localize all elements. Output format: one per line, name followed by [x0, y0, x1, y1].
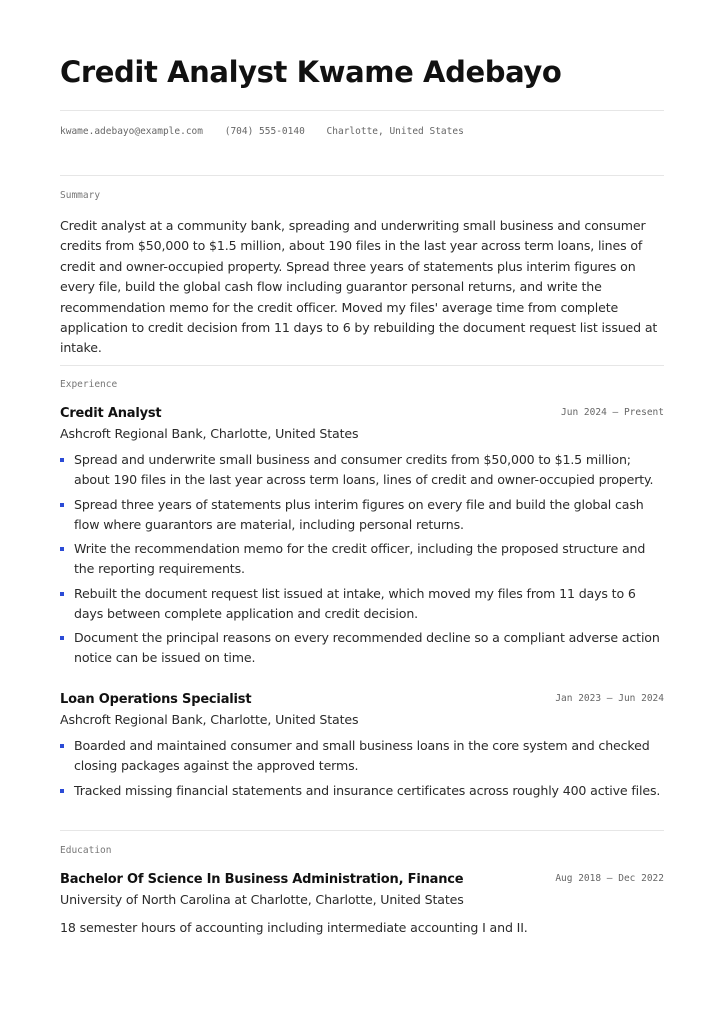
phone-text: (704) 555-0140	[224, 126, 305, 137]
divider	[60, 830, 664, 831]
job-entry	[60, 405, 664, 673]
job-org: Ashcroft Regional Bank, Charlotte, United States	[60, 426, 359, 441]
section-label-summary: Summary	[60, 190, 101, 201]
divider	[60, 365, 664, 366]
school-name: University of North Carolina at Charlotte, Charlotte, United States	[60, 892, 464, 907]
job-dates: Jan 2023 – Jun 2024	[555, 693, 664, 704]
email-text: kwame.adebayo@example.com	[60, 126, 203, 137]
job-dates: Jun 2024 – Present	[561, 407, 664, 418]
list-item	[60, 584, 664, 624]
bullet-text: Rebuilt the document request list issued at intake, which moved my files from 11 days to 6 days between complete application and credit decision.	[74, 585, 636, 621]
bullet-text: Boarded and maintained consumer and small business loans in the core system and checked closing packages against the approved terms.	[74, 738, 650, 773]
job-org: Ashcroft Regional Bank, Charlotte, United States	[60, 712, 359, 727]
job-bullets	[60, 736, 664, 801]
list-item	[60, 450, 664, 490]
page-title: Credit Analyst Kwame Adebayo	[60, 55, 562, 89]
bullet-icon	[60, 744, 64, 748]
bullet-icon	[60, 592, 64, 596]
bullet-text: Document the principal reasons on every recommended decline so a compliant adverse action notice can be issued on time.	[74, 630, 660, 665]
location-text: Charlotte, United States	[326, 126, 464, 137]
bullet-text: Spread three years of statements plus interim figures on every file and build the global cash flow where guarantors are material, including personal returns.	[74, 496, 644, 532]
job-bullets	[60, 450, 664, 668]
bullet-icon	[60, 503, 64, 507]
list-item	[60, 539, 664, 579]
divider	[60, 175, 664, 176]
contact-line	[60, 126, 480, 137]
bullet-text: Tracked missing financial statements and insurance certificates across roughly 400 active files.	[74, 782, 661, 798]
summary-text: Credit analyst at a community bank, spreading and underwriting small business and consumer credits from $50,000 to $1.5 million, about 190 files in the last year across term loans, lines of credit and owner-occupied property. Spread three years of statements plus interim figures on every file, build the global cash flow including guarantor personal returns, and write the recommendation memo for the credit officer. Moved my files' average time from complete application to credit decision from 11 days to 6 by rebuilding the document request list issued at intake.	[60, 218, 658, 356]
education-dates: Aug 2018 – Dec 2022	[555, 873, 664, 884]
bullet-icon	[60, 547, 64, 551]
list-item	[60, 495, 664, 535]
education-note: 18 semester hours of accounting including intermediate accounting I and II.	[60, 920, 528, 935]
degree-title: Bachelor Of Science In Business Administration, Finance	[60, 872, 464, 887]
job-title: Credit Analyst	[60, 406, 162, 421]
job-title: Loan Operations Specialist	[60, 692, 252, 707]
bullet-icon	[60, 458, 64, 462]
bullet-icon	[60, 636, 64, 640]
list-item	[60, 736, 664, 776]
section-label-experience: Experience	[60, 379, 118, 390]
list-item	[60, 781, 664, 801]
job-entry	[60, 691, 664, 805]
education-entry	[60, 871, 664, 938]
divider	[60, 110, 664, 111]
section-label-education: Education	[60, 845, 112, 856]
bullet-text: Write the recommendation memo for the credit officer, including the proposed structure and the reporting requirements.	[74, 541, 646, 576]
bullet-icon	[60, 789, 64, 793]
bullet-text: Spread and underwrite small business and consumer credits from $50,000 to $1.5 million; about 190 files in the last year across term loans, lines of credit and owner-occupied property.	[74, 452, 654, 487]
list-item	[60, 628, 664, 668]
